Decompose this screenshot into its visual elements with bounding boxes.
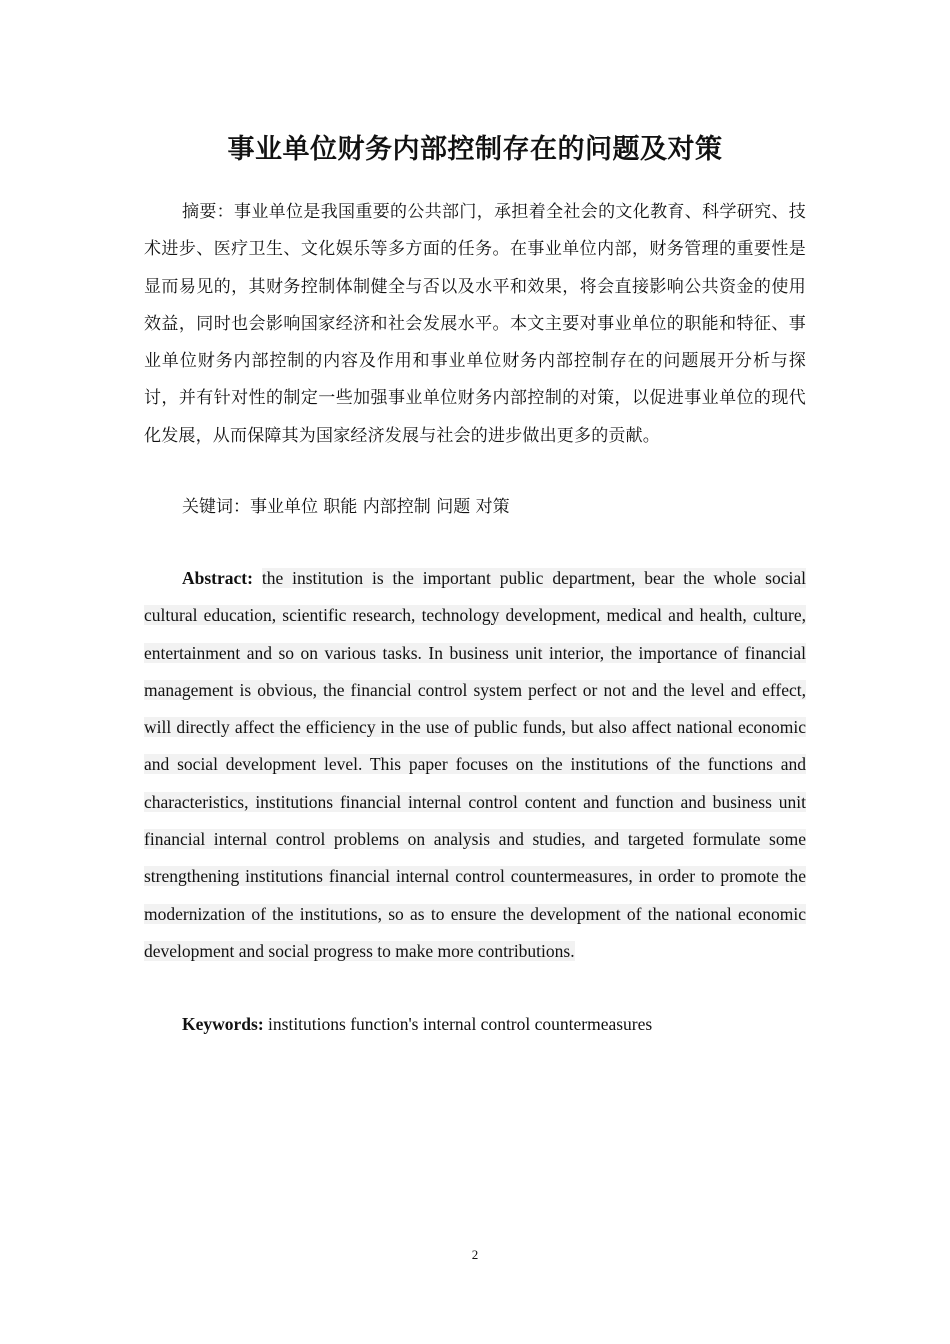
english-keywords-label: Keywords:	[182, 1014, 264, 1034]
english-abstract-text: the institution is the important public department, bear the whole social cultural education, scientific research, technology development, medical and health, culture, entertainment and so on various tasks. In business unit interior, the importance of financial management is obvious, the financial control system perfect or not and the level and effect, will directly affect the efficiency in the use of public funds, but also affect national economic and social development level. This paper focuses on the institutions of the functions and characteristics, institutions financial internal control content and function and business unit financial internal control problems on analysis and studies, and targeted formulate some strengthening institutions financial internal control countermeasures, in order to promote the modernization of the institutions, so as to ensure the development of the national economic development and social progress to make more contributions.	[144, 568, 807, 961]
chinese-keywords	[182, 489, 510, 526]
document-title: 事业单位财务内部控制存在的问题及对策	[227, 134, 723, 165]
english-abstract-label: Abstract:	[182, 568, 253, 588]
chinese-keywords-label: 关键词：	[182, 497, 250, 517]
english-keywords-text: institutions function's internal control countermeasures	[268, 1014, 653, 1034]
english-abstract	[144, 560, 806, 970]
chinese-abstract-label: 摘要：	[182, 202, 235, 222]
page-number: 2	[471, 1247, 479, 1262]
chinese-keywords-text: 事业单位 职能 内部控制 问题 对策	[250, 497, 510, 517]
chinese-abstract-text: 事业单位是我国重要的公共部门，承担着全社会的文化教育、科学研究、技术进步、医疗卫生、文化娱乐等多方面的任务。在事业单位内部，财务管理的重要性是显而易见的，其财务控制体制健全与否以及水平和效果，将会直接影响公共资金的使用效益，同时也会影响国家经济和社会发展水平。本文主要对事业单位的职能和特征、事业单位财务内部控制的内容及作用和事业单位财务内部控制存在的问题展开分析与探讨，并有针对性的制定一些加强事业单位财务内部控制的对策，以促进事业单位的现代化发展，从而保障其为国家经济发展与社会的进步做出更多的贡献。	[144, 202, 806, 446]
chinese-abstract	[144, 194, 806, 455]
english-keywords	[182, 1006, 652, 1043]
